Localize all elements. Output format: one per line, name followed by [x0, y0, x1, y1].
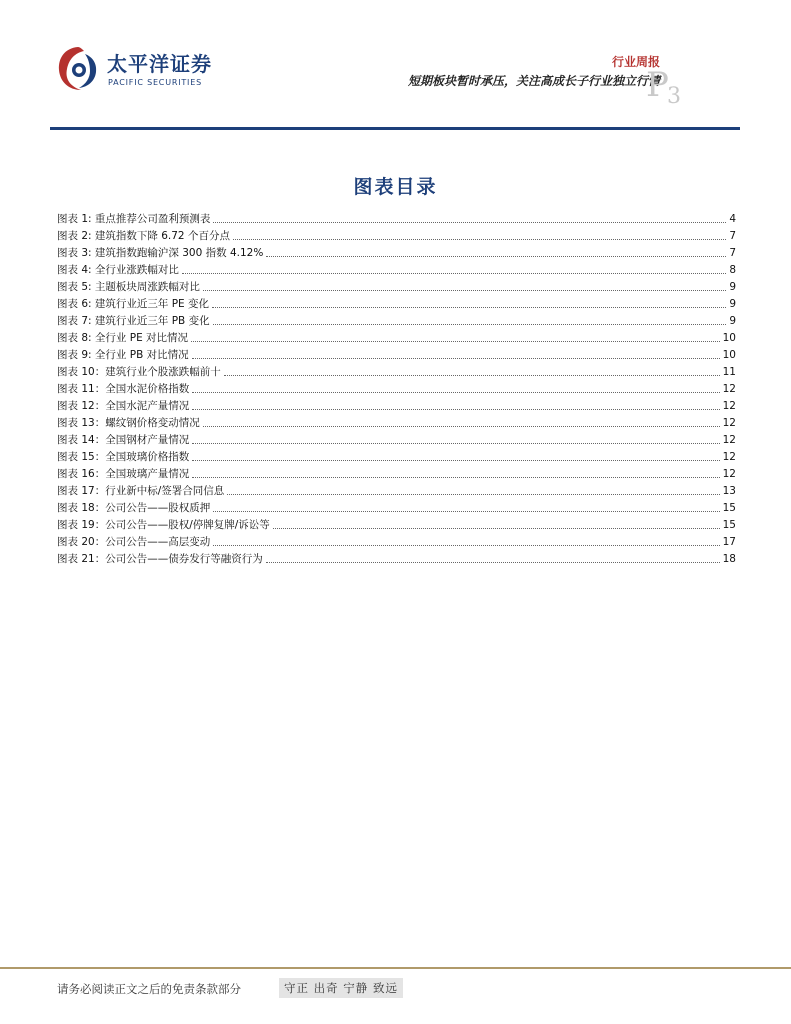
- toc-entry[interactable]: [57, 330, 736, 347]
- toc-entry[interactable]: [57, 211, 736, 228]
- toc-entry-label: 图表 13：螺纹钢价格变动情况: [57, 417, 200, 429]
- toc-entry[interactable]: [57, 296, 736, 313]
- toc-entry[interactable]: [57, 415, 736, 432]
- toc-entry-label: 图表 9: 全行业 PB 对比情况: [57, 349, 189, 361]
- toc-leader-dots: [192, 358, 720, 359]
- toc-leader-dots: [192, 392, 719, 393]
- toc-entry-page: 12: [722, 434, 736, 446]
- report-title: 短期板块暂时承压，关注高成长子行业独立行情: [407, 74, 660, 88]
- toc-entry[interactable]: [57, 245, 736, 262]
- toc-entry-page: 12: [722, 383, 736, 395]
- toc-entry-label: 图表 14：全国钢材产量情况: [57, 434, 190, 446]
- toc-entry[interactable]: [57, 500, 736, 517]
- toc-entry[interactable]: [57, 534, 736, 551]
- toc-leader-dots: [273, 528, 720, 529]
- toc-title: 图表目录: [353, 176, 438, 198]
- header-divider: [50, 127, 740, 130]
- toc-entry-label: 图表 20：公司公告——高层变动: [57, 536, 211, 548]
- toc-entry-label: 图表 10：建筑行业个股涨跌幅前十: [57, 366, 221, 378]
- toc-entry-label: 图表 19：公司公告——股权/停牌复牌/诉讼等: [57, 519, 270, 531]
- toc-entry-label: 图表 3: 建筑指数跑输沪深 300 指数 4.12%: [57, 247, 264, 259]
- toc-entry-page: 18: [722, 553, 736, 565]
- toc-entry-page: 8: [729, 264, 736, 276]
- toc-entry-page: 7: [729, 230, 736, 242]
- toc-leader-dots: [224, 375, 720, 376]
- toc-entry-page: 17: [722, 536, 736, 548]
- toc-entry-label: 图表 18：公司公告——股权质押: [57, 502, 211, 514]
- footer-divider: [0, 967, 791, 969]
- toc-entry[interactable]: [57, 228, 736, 245]
- toc-leader-dots: [203, 290, 726, 291]
- toc-entry-label: 图表 6: 建筑行业近三年 PE 变化: [57, 298, 210, 310]
- toc-leader-dots: [213, 545, 719, 546]
- report-type: 行业周报: [611, 55, 660, 69]
- toc-leader-dots: [192, 443, 719, 444]
- toc-leader-dots: [213, 324, 727, 325]
- toc-entry-page: 13: [722, 485, 736, 497]
- toc-entry[interactable]: [57, 381, 736, 398]
- toc-entry-page: 12: [722, 468, 736, 480]
- logo-emblem-icon: [55, 44, 101, 94]
- toc-entry-page: 10: [722, 332, 736, 344]
- toc-entry-label: 图表 17：行业新中标/签署合同信息: [57, 485, 225, 497]
- toc-leader-dots: [203, 426, 720, 427]
- toc-entry-page: 9: [729, 315, 736, 327]
- toc-entry-label: 图表 4: 全行业涨跌幅对比: [57, 264, 179, 276]
- toc-entry[interactable]: [57, 466, 736, 483]
- toc-entry-page: 11: [722, 366, 736, 378]
- toc-entry-page: 12: [722, 451, 736, 463]
- figure-toc: [57, 211, 736, 568]
- toc-leader-dots: [266, 256, 726, 257]
- page-number: 3: [667, 84, 681, 109]
- toc-leader-dots: [192, 460, 719, 461]
- toc-entry[interactable]: [57, 347, 736, 364]
- toc-entry[interactable]: [57, 449, 736, 466]
- toc-leader-dots: [182, 273, 726, 274]
- toc-leader-dots: [213, 222, 726, 223]
- toc-entry-page: 10: [722, 349, 736, 361]
- toc-entry[interactable]: [57, 262, 736, 279]
- toc-leader-dots: [192, 477, 719, 478]
- toc-entry[interactable]: [57, 517, 736, 534]
- toc-entry-label: 图表 16：全国玻璃产量情况: [57, 468, 190, 480]
- toc-leader-dots: [192, 409, 719, 410]
- toc-entry-page: 15: [722, 502, 736, 514]
- toc-entry[interactable]: [57, 279, 736, 296]
- logo-text-cn: 太平洋证券: [107, 52, 212, 76]
- company-logo: [55, 44, 215, 94]
- toc-entry[interactable]: [57, 551, 736, 568]
- logo-text-en: PACIFIC SECURITIES: [108, 78, 202, 87]
- toc-entry[interactable]: [57, 432, 736, 449]
- toc-entry-page: 15: [722, 519, 736, 531]
- toc-entry-page: 9: [729, 281, 736, 293]
- toc-leader-dots: [227, 494, 719, 495]
- toc-leader-dots: [213, 511, 719, 512]
- toc-entry-page: 4: [729, 213, 736, 225]
- footer-disclaimer: 请务必阅读正文之后的免责条款部分: [57, 982, 241, 996]
- toc-entry[interactable]: [57, 483, 736, 500]
- page-prefix: P: [646, 65, 669, 105]
- toc-entry-page: 9: [729, 298, 736, 310]
- toc-entry-label: 图表 1: 重点推荐公司盈利预测表: [57, 213, 211, 225]
- toc-entry-page: 12: [722, 417, 736, 429]
- toc-entry-page: 7: [729, 247, 736, 259]
- toc-entry-label: 图表 15：全国玻璃价格指数: [57, 451, 190, 463]
- toc-leader-dots: [266, 562, 720, 563]
- toc-entry-label: 图表 12：全国水泥产量情况: [57, 400, 190, 412]
- footer-motto: 守正 出奇 宁静 致远: [279, 978, 403, 998]
- toc-entry[interactable]: [57, 313, 736, 330]
- toc-entry-page: 12: [722, 400, 736, 412]
- toc-entry-label: 图表 8: 全行业 PE 对比情况: [57, 332, 189, 344]
- toc-entry-label: 图表 2: 建筑指数下降 6.72 个百分点: [57, 230, 230, 242]
- toc-entry-label: 图表 11：全国水泥价格指数: [57, 383, 190, 395]
- toc-entry-label: 图表 7: 建筑行业近三年 PB 变化: [57, 315, 210, 327]
- toc-entry-label: 图表 21：公司公告——债券发行等融资行为: [57, 553, 263, 565]
- toc-leader-dots: [191, 341, 720, 342]
- toc-leader-dots: [212, 307, 726, 308]
- toc-entry-label: 图表 5: 主题板块周涨跌幅对比: [57, 281, 200, 293]
- toc-entry[interactable]: [57, 364, 736, 381]
- toc-entry[interactable]: [57, 398, 736, 415]
- toc-leader-dots: [233, 239, 726, 240]
